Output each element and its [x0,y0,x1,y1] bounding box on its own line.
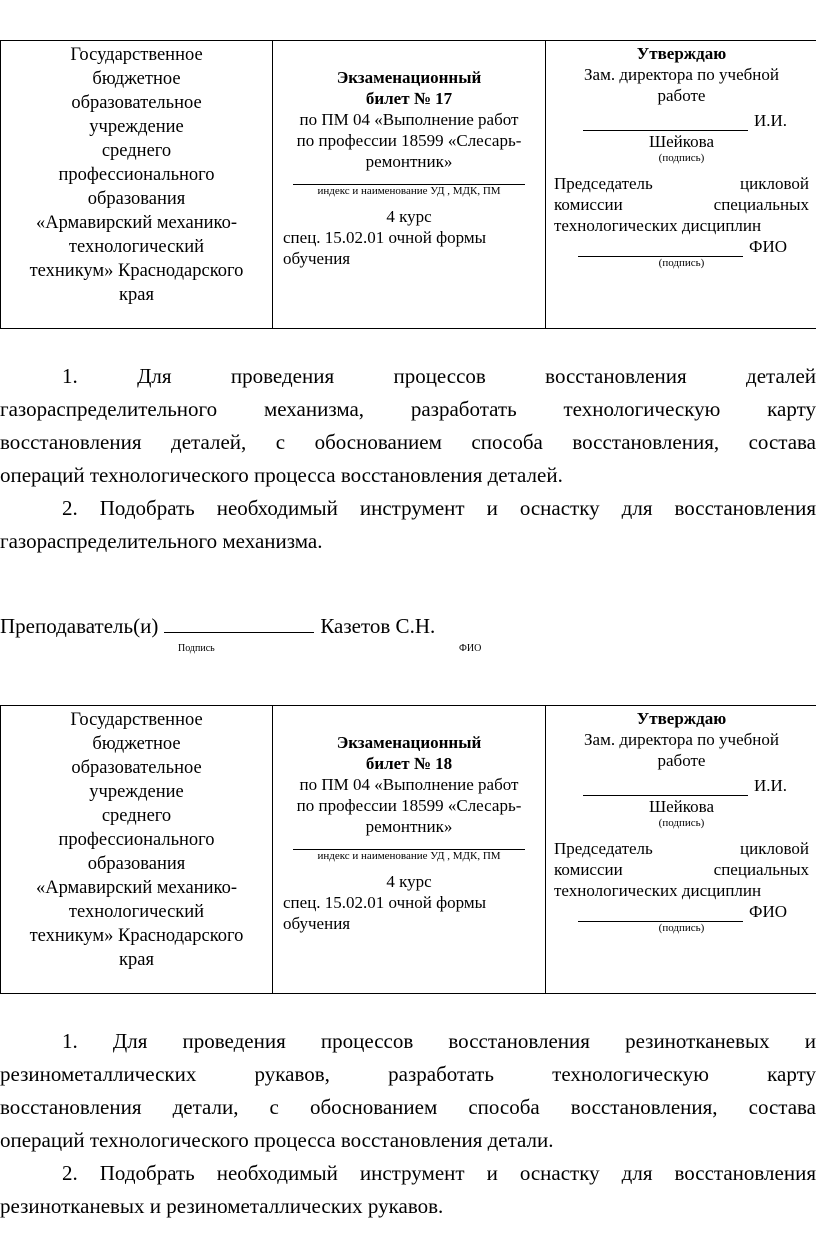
module-line: ремонтник» [365,817,453,836]
index-caption: индекс и наименование УД , МДК, ПМ [317,185,501,197]
institution-line: учреждение [89,782,184,802]
chair-line: технологических дисциплин [554,881,762,900]
module-line: по профессии 18599 «Слесарь- [296,796,522,815]
ticket-info-cell [273,41,546,329]
index-caption: индекс и наименование УД , МДК, ПМ [317,850,501,862]
institution-name [1,41,272,307]
approve-title: Утверждаю [636,709,727,728]
deputy-initials: И.И. [753,776,787,795]
ticket-info-cell [273,706,546,994]
module-line: по профессии 18599 «Слесарь- [296,131,522,150]
signature-caption: (подпись) [658,817,705,829]
task-line: газораспределительного механизма, разработать технологическую карту [0,397,816,421]
chair-signature-row [554,901,809,922]
ticket-17-tasks [0,360,816,558]
institution-line: среднего [101,806,172,826]
institution-line: Государственное [70,710,203,730]
institution-line: края [119,285,154,305]
task-line: восстановления детали, с обоснованием способа восстановления, состава [0,1095,816,1119]
deputy-line: работе [657,751,706,770]
institution-line: образовательное [71,758,202,778]
ticket-18-tasks [0,1025,816,1223]
signature-caption: (подпись) [658,257,705,269]
deputy-line: Зам. директора по учебной [584,65,779,84]
institution-line: техникум» Краснодарского [29,261,244,281]
institution-line: профессионального [58,165,215,185]
chair-fio: ФИО [749,237,787,256]
chair-line: комиссии специальных [554,860,809,879]
teacher-name: Казетов С.Н. [320,614,436,638]
institution-cell [1,706,273,994]
task-line: резинометаллических рукавов, разработать технологическую карту [0,1062,816,1086]
deputy-signature-row [554,110,809,131]
ticket-header-table [0,705,816,994]
task-line: восстановления деталей, с обоснованием способа восстановления, состава [0,430,816,454]
course: 4 курс [386,872,432,891]
institution-line: бюджетное [92,734,181,754]
spec-line: спец. 15.02.01 очной формы [283,893,487,912]
teacher-signature [0,612,816,640]
ticket-header-17 [0,40,816,329]
task-line: операций технологического процесса восстановления детали. [0,1128,554,1152]
ticket-title: Экзаменационный [336,68,482,87]
institution-line: образовательное [71,93,202,113]
signature-line [583,111,748,131]
approve-title: Утверждаю [636,44,727,63]
spec-line: обучения [283,914,351,933]
teacher-signature-line [164,612,314,633]
signature-caption: (подпись) [658,152,705,164]
module-line: по ПМ 04 «Выполнение работ [299,775,519,794]
teacher-sign-caption: Подпись [178,643,215,654]
teacher-fio-caption: ФИО [459,643,482,654]
chair-line: комиссии специальных [554,195,809,214]
task-line: резинотканевых и резинометаллических рукавов. [0,1194,444,1218]
deputy-signature-row [554,775,809,796]
chair-line: технологических дисциплин [554,216,762,235]
approval-cell [546,706,816,994]
signature-line [578,902,743,922]
deputy-initials: И.И. [753,111,787,130]
institution-line: технологический [68,902,205,922]
institution-line: технологический [68,237,205,257]
signature-line [583,776,748,796]
ticket-title: Экзаменационный [336,733,482,752]
task-line: газораспределительного механизма. [0,529,323,553]
task-line: 2. Подобрать необходимый инструмент и оснастку для восстановления [62,496,816,520]
chair-line: Председатель цикловой [554,839,809,858]
course: 4 курс [386,207,432,226]
institution-line: профессионального [58,830,215,850]
institution-cell [1,41,273,329]
institution-line: бюджетное [92,69,181,89]
institution-name [1,706,272,972]
ticket-header-18 [0,705,816,994]
institution-line: образования [87,854,186,874]
task-line: 2. Подобрать необходимый инструмент и оснастку для восстановления [62,1161,816,1185]
approval-cell [546,41,816,329]
ticket-number: билет № 18 [365,754,453,773]
task-line: операций технологического процесса восстановления деталей. [0,463,563,487]
institution-line: техникум» Краснодарского [29,926,244,946]
deputy-line: Зам. директора по учебной [584,730,779,749]
ticket-header-table [0,40,816,329]
ticket-number: билет № 17 [365,89,453,108]
deputy-line: работе [657,86,706,105]
deputy-name: Шейкова [648,132,715,151]
institution-line: «Армавирский механико- [35,878,238,898]
institution-line: образования [87,189,186,209]
chair-line: Председатель цикловой [554,174,809,193]
institution-line: «Армавирский механико- [35,213,238,233]
institution-line: учреждение [89,117,184,137]
signature-line [578,237,743,257]
task-line: 1. Для проведения процессов восстановления резинотканевых и [62,1029,816,1053]
spec-line: обучения [283,249,351,268]
spec-line: спец. 15.02.01 очной формы [283,228,487,247]
deputy-name: Шейкова [648,797,715,816]
chair-signature-row [554,236,809,257]
chair-fio: ФИО [749,902,787,921]
institution-line: Государственное [70,45,203,65]
module-line: по ПМ 04 «Выполнение работ [299,110,519,129]
institution-line: края [119,950,154,970]
task-line: 1. Для проведения процессов восстановления деталей [62,364,816,388]
institution-line: среднего [101,141,172,161]
module-line: ремонтник» [365,152,453,171]
signature-caption: (подпись) [658,922,705,934]
teacher-label: Преподаватель(и) [0,614,159,638]
